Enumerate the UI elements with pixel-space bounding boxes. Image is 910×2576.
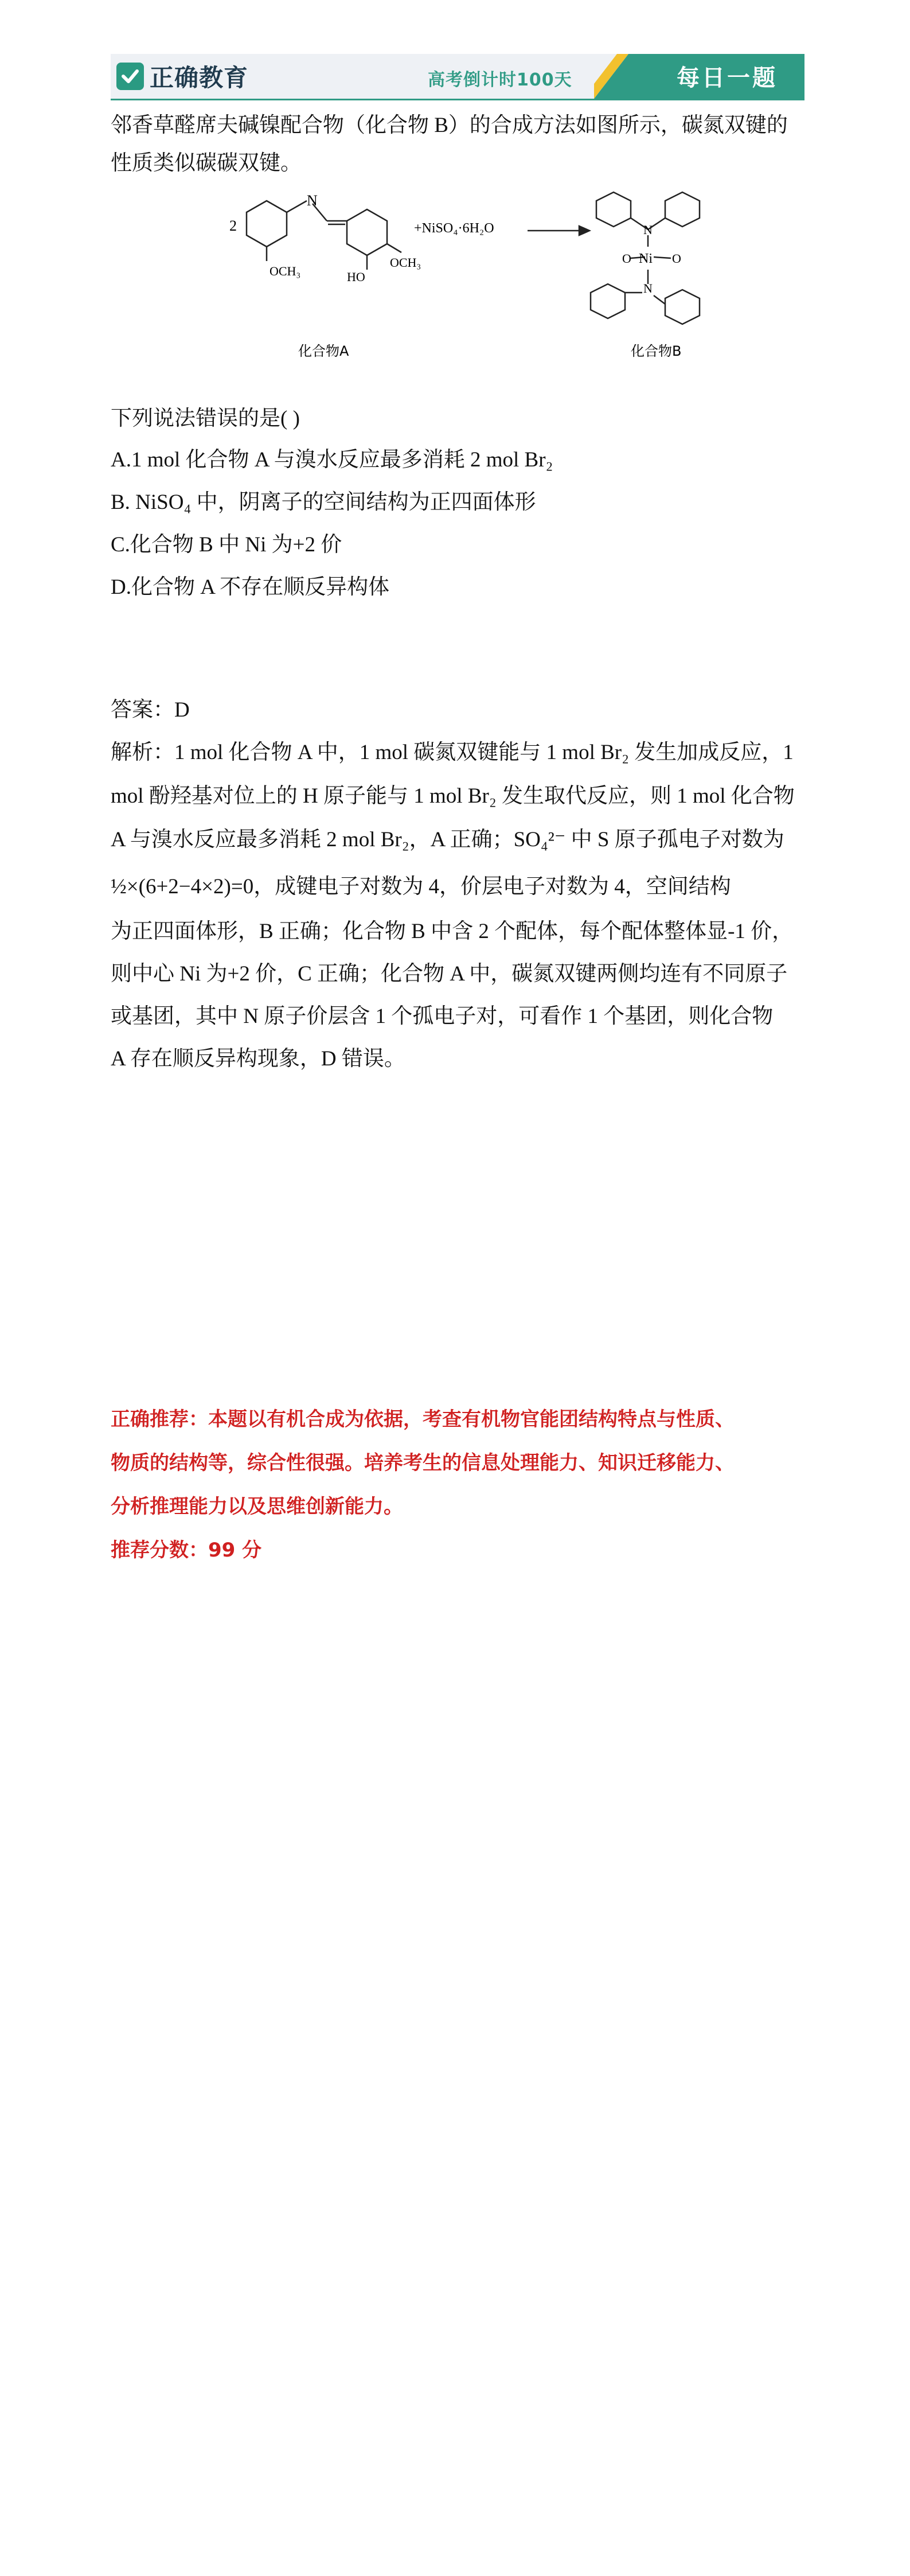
- check-icon: [116, 63, 144, 90]
- recommend-line: 物质的结构等，综合性很强。培养考生的信息处理能力、知识迁移能力、: [111, 1452, 735, 1474]
- analysis-line: 或基团，其中 N 原子价层含 1 个孤电子对，可看作 1 个基团，则化合物: [111, 1005, 774, 1028]
- atom-n-b1: N: [643, 223, 653, 237]
- reaction-arrow: [528, 226, 589, 235]
- compound-b-label: 化合物B: [631, 343, 682, 359]
- position-label: 2: [229, 217, 237, 234]
- option-c[interactable]: C.化合物 B 中 Ni 为+2 价: [111, 533, 342, 557]
- option-d[interactable]: D.化合物 A 不存在顺反异构体: [111, 575, 390, 599]
- recommend-line: 分析推理能力以及思维创新能力。: [111, 1495, 403, 1518]
- analysis-line: 则中心 Ni 为+2 价，C 正确；化合物 A 中，碳氮双键两侧均连有不同原子: [111, 962, 788, 986]
- recommend-line: 正确推荐：本题以有机合成为依据，考查有机物官能团结构特点与性质、: [111, 1408, 735, 1431]
- substituent-och3-a2: OCH₃: [390, 255, 421, 270]
- analysis-line: ½×(6+2−4×2)=0，成键电子对数为 4，价层电子对数为 4，空间结构: [111, 875, 731, 898]
- header-banner: [111, 54, 804, 100]
- daily-question-title: 每日一题: [677, 65, 778, 91]
- atom-o-b1: O: [622, 251, 631, 266]
- brand-logo: [116, 60, 248, 93]
- analysis-line: A 与溴水反应最多消耗 2 mol Br₂，A 正确；SO₄²⁻ 中 S 原子孤电子对数为: [111, 828, 784, 851]
- atom-n-a: N: [307, 192, 318, 209]
- atom-n-b2: N: [643, 281, 653, 295]
- countdown-slogan: 高考倒计时100天: [428, 70, 572, 90]
- atom-ni: Ni: [639, 251, 653, 266]
- analysis-line: 为正四面体形，B 正确；化合物 B 中含 2 个配体，每个配体整体显-1 价，: [111, 920, 794, 943]
- recommend-score: 推荐分数：99 分: [111, 1539, 262, 1562]
- compound-a-structure: [247, 201, 401, 270]
- question-intro: 邻香草醛席夫碱镍配合物（化合物 B）的合成方法如图所示，碳氮双键的性质类似碳碳双键。: [111, 114, 788, 175]
- compound-a-label: 化合物A: [298, 343, 349, 359]
- reaction-figure: [195, 189, 745, 390]
- brand-name: 正确教育: [150, 64, 249, 92]
- analysis-line: A 存在顺反异构现象，D 错误。: [111, 1047, 405, 1071]
- option-a[interactable]: A.1 mol 化合物 A 与溴水反应最多消耗 2 mol Br₂: [111, 448, 553, 472]
- substituent-och3-a1: OCH₃: [270, 264, 301, 278]
- option-b[interactable]: B. NiSO₄ 中，阴离子的空间结构为正四面体形: [111, 491, 536, 514]
- substituent-ho: HO: [347, 270, 365, 284]
- analysis-line: mol 酚羟基对位上的 H 原子能与 1 mol Br₂ 发生取代反应，则 1 mol 化合物: [111, 784, 795, 808]
- atom-o-b2: O: [672, 251, 681, 266]
- reagent-label: +NiSO₄·6H₂O: [414, 221, 494, 236]
- analysis-line: 解析：1 mol 化合物 A 中，1 mol 碳氮双键能与 1 mol Br₂ 发生加成反应，1: [111, 741, 794, 764]
- question-prompt: 下列说法错误的是( ): [111, 407, 300, 430]
- answer-label: 答案：D: [111, 698, 190, 722]
